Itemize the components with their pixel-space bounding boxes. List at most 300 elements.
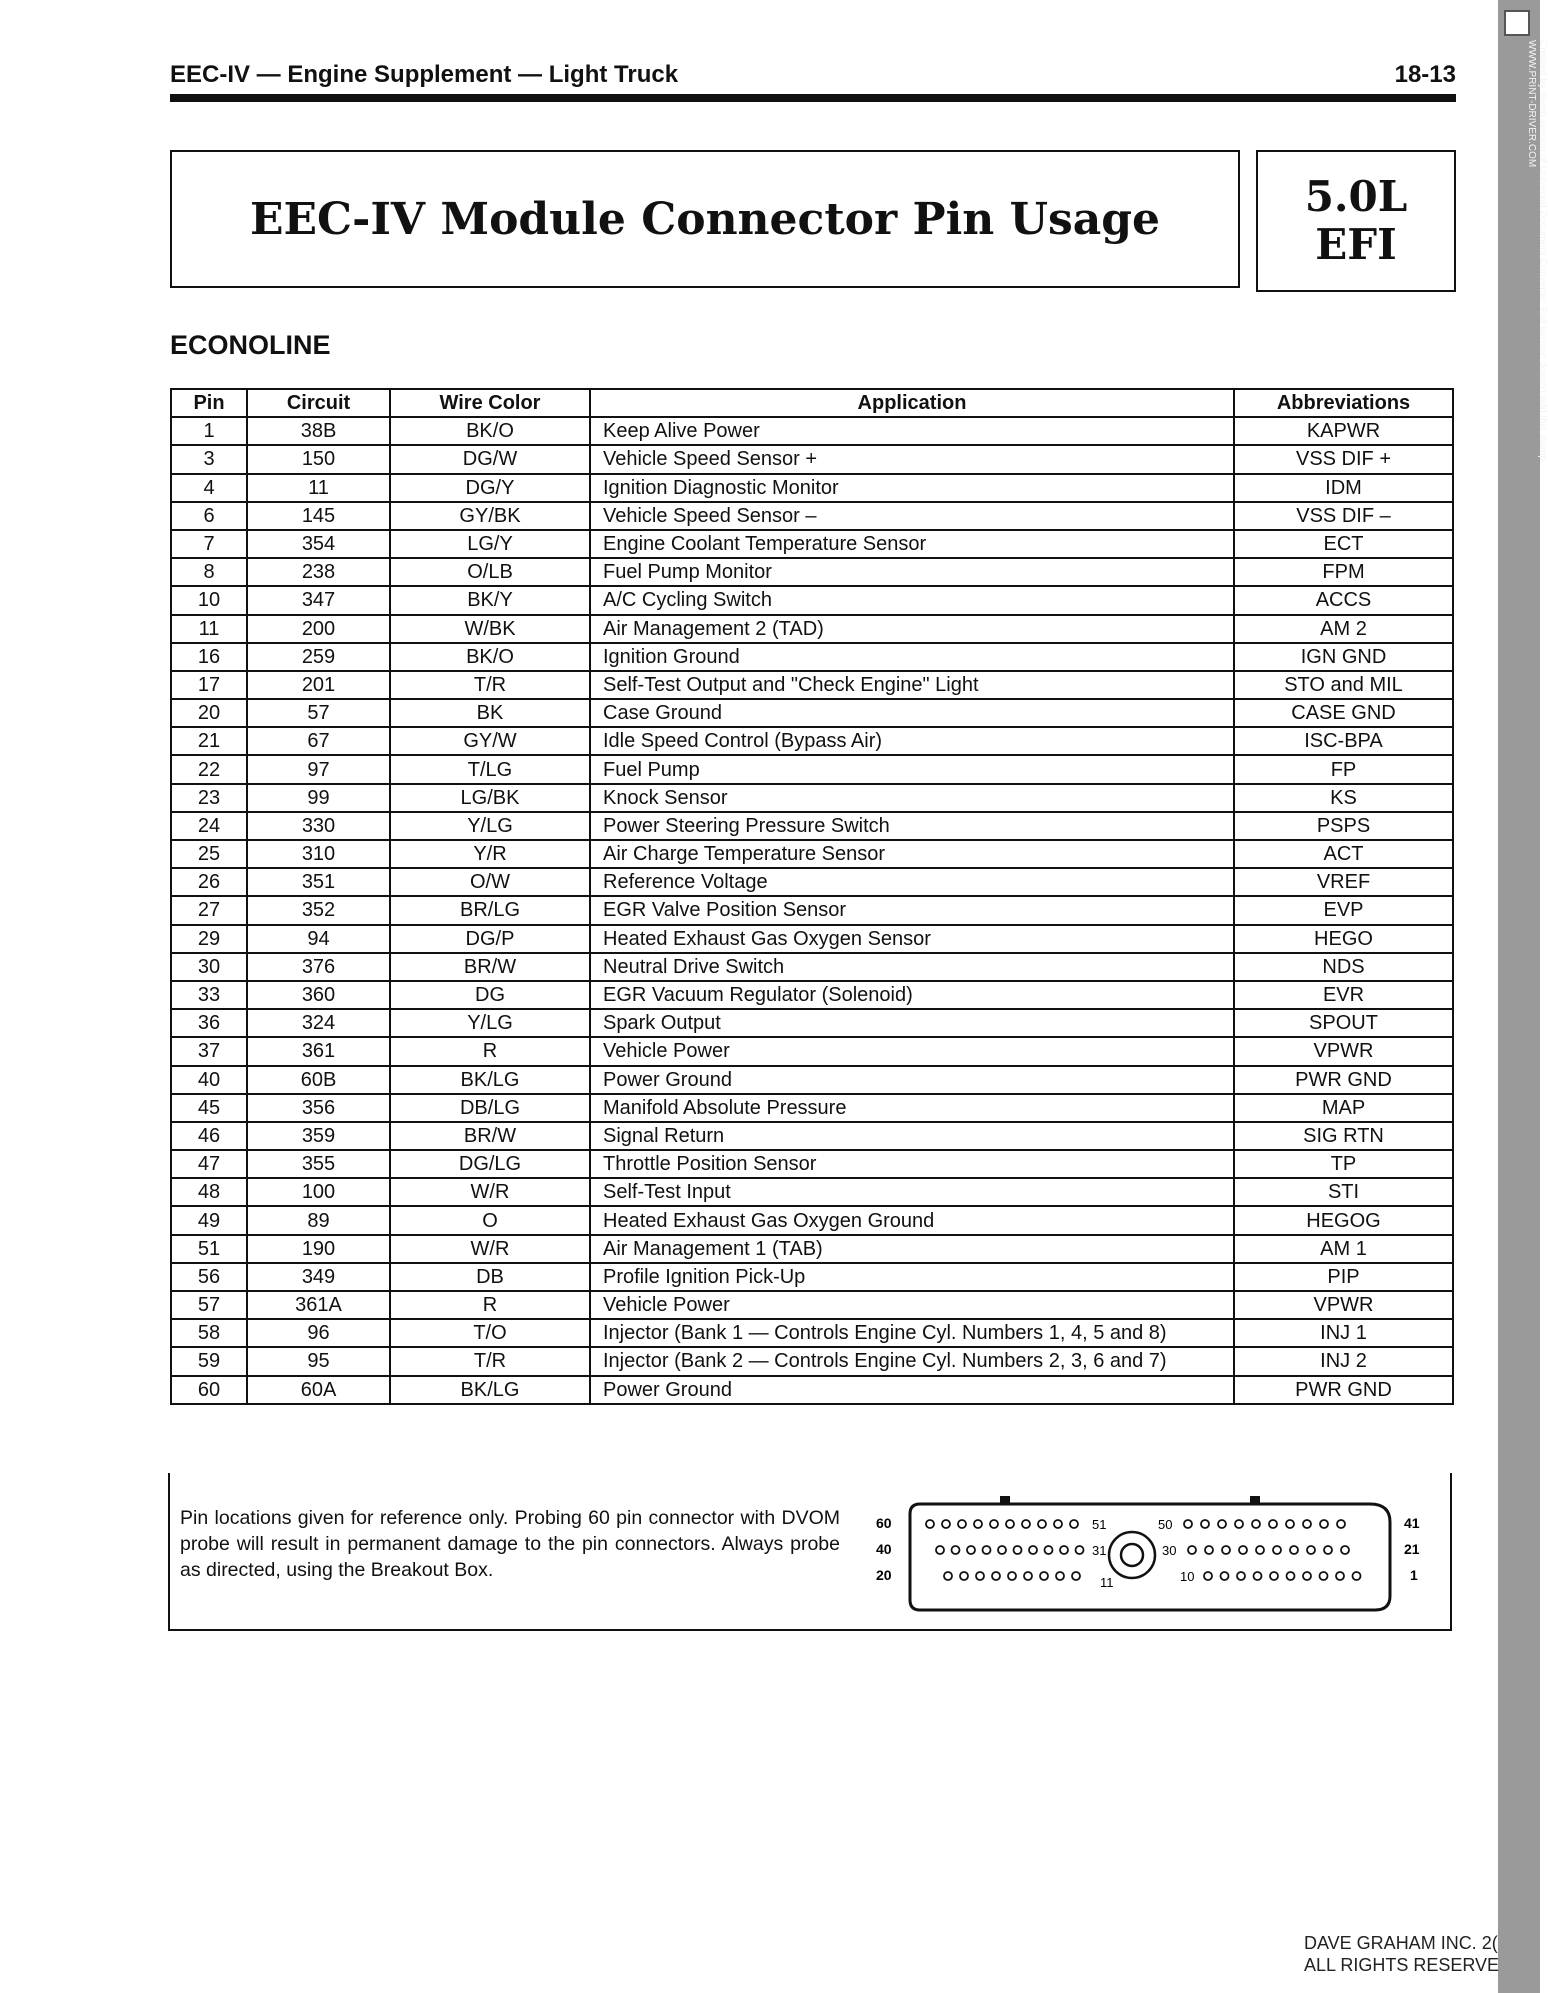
connector-diagram	[870, 1492, 1430, 1622]
table-row	[171, 1291, 1453, 1319]
cell-abbreviation: ACT	[1234, 840, 1453, 868]
header-rule	[170, 94, 1456, 102]
cell-wire-color: W/BK	[390, 615, 590, 643]
connector-label-20: 20	[876, 1567, 892, 1583]
table-row	[171, 1094, 1453, 1122]
cell-application: Manifold Absolute Pressure	[590, 1094, 1234, 1122]
col-header-circuit: Circuit	[247, 389, 390, 417]
cell-circuit: 355	[247, 1150, 390, 1178]
col-header-abbreviations: Abbreviations	[1234, 389, 1453, 417]
cell-abbreviation: VREF	[1234, 868, 1453, 896]
cell-circuit: 310	[247, 840, 390, 868]
cell-application: Knock Sensor	[590, 784, 1234, 812]
connector-pin	[1056, 1572, 1064, 1580]
connector-pin	[974, 1520, 982, 1528]
cell-abbreviation: FPM	[1234, 558, 1453, 586]
cell-pin: 16	[171, 643, 247, 671]
cell-circuit: 200	[247, 615, 390, 643]
cell-pin: 25	[171, 840, 247, 868]
table-row	[171, 925, 1453, 953]
cell-pin: 30	[171, 953, 247, 981]
cell-wire-color: O/LB	[390, 558, 590, 586]
table-row	[171, 755, 1453, 783]
connector-pin	[1320, 1572, 1328, 1580]
table-row	[171, 812, 1453, 840]
connector-pin	[1076, 1546, 1084, 1554]
connector-pin	[998, 1546, 1006, 1554]
cell-circuit: 145	[247, 502, 390, 530]
cell-abbreviation: PSPS	[1234, 812, 1453, 840]
col-header-application: Application	[590, 389, 1234, 417]
cell-application: EGR Valve Position Sensor	[590, 896, 1234, 924]
cell-abbreviation: VSS DIF –	[1234, 502, 1453, 530]
warning-note: Pin locations given for reference only. Probing 60 pin connector with DVOM probe will result in permanent damage to the pin connectors. Always probe as directed, using the Breakout Box.	[180, 1507, 840, 1581]
table-row	[171, 1009, 1453, 1037]
cell-pin: 60	[171, 1376, 247, 1404]
cell-application: Neutral Drive Switch	[590, 953, 1234, 981]
cell-application: Profile Ignition Pick-Up	[590, 1263, 1234, 1291]
table-row	[171, 1235, 1453, 1263]
cell-abbreviation: PIP	[1234, 1263, 1453, 1291]
table-row	[171, 1150, 1453, 1178]
cell-wire-color: T/LG	[390, 755, 590, 783]
connector-pin	[958, 1520, 966, 1528]
cell-abbreviation: FP	[1234, 755, 1453, 783]
cell-application: Injector (Bank 1 — Controls Engine Cyl. Numbers 1, 4, 5 and 8)	[590, 1319, 1234, 1347]
cell-application: Power Ground	[590, 1066, 1234, 1094]
cell-pin: 58	[171, 1319, 247, 1347]
cell-pin: 29	[171, 925, 247, 953]
connector-pin	[1014, 1546, 1022, 1554]
cell-pin: 27	[171, 896, 247, 924]
connector-pin	[1320, 1520, 1328, 1528]
table-row	[171, 615, 1453, 643]
connector-pin	[1256, 1546, 1264, 1554]
cell-wire-color: O	[390, 1206, 590, 1234]
connector-pin	[1218, 1520, 1226, 1528]
cell-pin: 11	[171, 615, 247, 643]
cell-circuit: 99	[247, 784, 390, 812]
table-header-row	[171, 389, 1453, 417]
cell-abbreviation: MAP	[1234, 1094, 1453, 1122]
table-row	[171, 1347, 1453, 1375]
cell-wire-color: T/O	[390, 1319, 590, 1347]
cell-application: Signal Return	[590, 1122, 1234, 1150]
cell-pin: 21	[171, 727, 247, 755]
cell-pin: 6	[171, 502, 247, 530]
connector-pin	[976, 1572, 984, 1580]
table-row	[171, 840, 1453, 868]
cell-wire-color: LG/Y	[390, 530, 590, 558]
table-row	[171, 953, 1453, 981]
document-icon	[1504, 10, 1530, 36]
cell-pin: 7	[171, 530, 247, 558]
cell-circuit: 347	[247, 586, 390, 614]
cell-wire-color: W/R	[390, 1178, 590, 1206]
cell-wire-color: Y/LG	[390, 812, 590, 840]
connector-pin	[1252, 1520, 1260, 1528]
connector-pin	[1324, 1546, 1332, 1554]
copyright-footer	[1304, 1932, 1499, 1976]
cell-pin: 20	[171, 699, 247, 727]
cell-wire-color: BK/O	[390, 643, 590, 671]
connector-label-1: 1	[1410, 1567, 1418, 1583]
engine-size: 5.0L	[1304, 172, 1408, 221]
connector-pin	[990, 1520, 998, 1528]
connector-label-31: 31	[1092, 1543, 1107, 1558]
cell-pin: 33	[171, 981, 247, 1009]
cell-pin: 17	[171, 671, 247, 699]
table-row	[171, 1376, 1453, 1404]
cell-pin: 59	[171, 1347, 247, 1375]
connector-pin	[967, 1546, 975, 1554]
table-row	[171, 981, 1453, 1009]
cell-abbreviation: KAPWR	[1234, 417, 1453, 445]
cell-pin: 36	[171, 1009, 247, 1037]
cell-circuit: 330	[247, 812, 390, 840]
cell-pin: 57	[171, 1291, 247, 1319]
cell-circuit: 201	[247, 671, 390, 699]
cell-pin: 48	[171, 1178, 247, 1206]
cell-wire-color: DG/P	[390, 925, 590, 953]
cell-abbreviation: SPOUT	[1234, 1009, 1453, 1037]
table-row	[171, 1066, 1453, 1094]
cell-circuit: 67	[247, 727, 390, 755]
table-row	[171, 727, 1453, 755]
cell-pin: 49	[171, 1206, 247, 1234]
table-row	[171, 445, 1453, 473]
connector-pin	[1303, 1520, 1311, 1528]
cell-abbreviation: IDM	[1234, 474, 1453, 502]
cell-application: Spark Output	[590, 1009, 1234, 1037]
connector-pin	[1237, 1572, 1245, 1580]
cell-circuit: 351	[247, 868, 390, 896]
cell-wire-color: Y/R	[390, 840, 590, 868]
connector-pin	[942, 1520, 950, 1528]
section-label: ECONOLINE	[170, 330, 331, 360]
cell-pin: 22	[171, 755, 247, 783]
cell-pin: 47	[171, 1150, 247, 1178]
cell-application: Air Management 2 (TAD)	[590, 615, 1234, 643]
cell-abbreviation: VSS DIF +	[1234, 445, 1453, 473]
cell-wire-color: GY/BK	[390, 502, 590, 530]
cell-wire-color: GY/W	[390, 727, 590, 755]
connector-pin	[1008, 1572, 1016, 1580]
table-row	[171, 1122, 1453, 1150]
cell-wire-color: BK/O	[390, 417, 590, 445]
cell-application: Power Ground	[590, 1376, 1234, 1404]
connector-pin	[1038, 1520, 1046, 1528]
col-header-wire-color: Wire Color	[390, 389, 590, 417]
cell-circuit: 190	[247, 1235, 390, 1263]
cell-pin: 8	[171, 558, 247, 586]
connector-pin	[1205, 1546, 1213, 1554]
cell-abbreviation: AM 2	[1234, 615, 1453, 643]
cell-wire-color: BR/W	[390, 953, 590, 981]
cell-application: Vehicle Speed Sensor –	[590, 502, 1234, 530]
cell-abbreviation: PWR GND	[1234, 1376, 1453, 1404]
cell-application: Idle Speed Control (Bypass Air)	[590, 727, 1234, 755]
cell-circuit: 376	[247, 953, 390, 981]
cell-wire-color: T/R	[390, 671, 590, 699]
connector-pin	[1040, 1572, 1048, 1580]
cell-circuit: 361	[247, 1037, 390, 1065]
table-row	[171, 896, 1453, 924]
cell-circuit: 238	[247, 558, 390, 586]
cell-abbreviation: HEGO	[1234, 925, 1453, 953]
connector-pin	[1221, 1572, 1229, 1580]
connector-key-right	[1250, 1496, 1260, 1504]
cell-circuit: 352	[247, 896, 390, 924]
cell-application: Reference Voltage	[590, 868, 1234, 896]
cell-circuit: 94	[247, 925, 390, 953]
page-header	[170, 58, 1456, 92]
cell-circuit: 96	[247, 1319, 390, 1347]
cell-pin: 1	[171, 417, 247, 445]
cell-application: Self-Test Input	[590, 1178, 1234, 1206]
cell-application: A/C Cycling Switch	[590, 586, 1234, 614]
cell-application: Engine Coolant Temperature Sensor	[590, 530, 1234, 558]
connector-pin	[1024, 1572, 1032, 1580]
cell-application: Case Ground	[590, 699, 1234, 727]
cell-abbreviation: ISC-BPA	[1234, 727, 1453, 755]
connector-pin	[1054, 1520, 1062, 1528]
cell-abbreviation: ACCS	[1234, 586, 1453, 614]
cell-circuit: 60A	[247, 1376, 390, 1404]
table-row	[171, 699, 1453, 727]
connector-pin	[1353, 1572, 1361, 1580]
connector-label-51: 51	[1092, 1517, 1107, 1532]
cell-application: Ignition Ground	[590, 643, 1234, 671]
cell-application: Air Charge Temperature Sensor	[590, 840, 1234, 868]
cell-wire-color: DG	[390, 981, 590, 1009]
cell-application: Ignition Diagnostic Monitor	[590, 474, 1234, 502]
cell-abbreviation: KS	[1234, 784, 1453, 812]
cell-pin: 56	[171, 1263, 247, 1291]
cell-pin: 3	[171, 445, 247, 473]
connector-label-30: 30	[1162, 1543, 1177, 1558]
cell-pin: 46	[171, 1122, 247, 1150]
cell-wire-color: W/R	[390, 1235, 590, 1263]
cell-pin: 24	[171, 812, 247, 840]
cell-wire-color: BK/LG	[390, 1376, 590, 1404]
table-row	[171, 1263, 1453, 1291]
cell-application: Throttle Position Sensor	[590, 1150, 1234, 1178]
cell-abbreviation: SIG RTN	[1234, 1122, 1453, 1150]
cell-wire-color: DB/LG	[390, 1094, 590, 1122]
cell-abbreviation: TP	[1234, 1150, 1453, 1178]
cell-wire-color: LG/BK	[390, 784, 590, 812]
connector-pin	[1204, 1572, 1212, 1580]
cell-circuit: 359	[247, 1122, 390, 1150]
cell-circuit: 11	[247, 474, 390, 502]
cell-pin: 51	[171, 1235, 247, 1263]
connector-label-60: 60	[876, 1515, 892, 1531]
connector-pin	[1254, 1572, 1262, 1580]
table-row	[171, 558, 1453, 586]
table-row	[171, 784, 1453, 812]
cell-application: Vehicle Speed Sensor +	[590, 445, 1234, 473]
cell-application: Vehicle Power	[590, 1037, 1234, 1065]
cell-circuit: 354	[247, 530, 390, 558]
connector-pin	[1235, 1520, 1243, 1528]
table-row	[171, 1206, 1453, 1234]
table-row	[171, 502, 1453, 530]
header-title: EEC-IV — Engine Supplement — Light Truck	[170, 61, 679, 88]
cell-application: Injector (Bank 2 — Controls Engine Cyl. Numbers 2, 3, 6 and 7)	[590, 1347, 1234, 1375]
cell-wire-color: BR/W	[390, 1122, 590, 1150]
table-row	[171, 671, 1453, 699]
connector-pin	[1307, 1546, 1315, 1554]
connector-pin	[1184, 1520, 1192, 1528]
cell-wire-color: DG/LG	[390, 1150, 590, 1178]
table-body	[171, 417, 1453, 1404]
table-row	[171, 868, 1453, 896]
cell-wire-color: BK/Y	[390, 586, 590, 614]
cell-circuit: 95	[247, 1347, 390, 1375]
col-header-pin: Pin	[171, 389, 247, 417]
connector-pin	[992, 1572, 1000, 1580]
connector-pin	[1188, 1546, 1196, 1554]
cell-abbreviation: AM 1	[1234, 1235, 1453, 1263]
cell-circuit: 100	[247, 1178, 390, 1206]
cell-pin: 10	[171, 586, 247, 614]
engine-type: EFI	[1315, 220, 1397, 269]
table-row	[171, 530, 1453, 558]
cell-circuit: 150	[247, 445, 390, 473]
connector-pin	[1270, 1572, 1278, 1580]
connector-pin	[1341, 1546, 1349, 1554]
connector-center-ring	[1109, 1532, 1155, 1578]
cell-application: Vehicle Power	[590, 1291, 1234, 1319]
connector-pin	[936, 1546, 944, 1554]
cell-circuit: 360	[247, 981, 390, 1009]
cell-wire-color: BR/LG	[390, 896, 590, 924]
pin-usage-table	[170, 388, 1454, 1405]
connector-pin	[983, 1546, 991, 1554]
cell-circuit: 97	[247, 755, 390, 783]
cell-circuit: 259	[247, 643, 390, 671]
cell-pin: 37	[171, 1037, 247, 1065]
watermark-text: Created by demo version of Universal Document Converter. Full version doesn't add this stamp. WWW.PRINT-DRIVER.COM	[1526, 40, 1548, 464]
connector-pin	[960, 1572, 968, 1580]
connector-pin	[1029, 1546, 1037, 1554]
footer-line-1: DAVE GRAHAM INC. 2(	[1304, 1933, 1498, 1953]
connector-pin	[944, 1572, 952, 1580]
cell-wire-color: BK/LG	[390, 1066, 590, 1094]
cell-abbreviation: INJ 2	[1234, 1347, 1453, 1375]
cell-wire-color: Y/LG	[390, 1009, 590, 1037]
connector-label-10: 10	[1180, 1569, 1195, 1584]
cell-abbreviation: HEGOG	[1234, 1206, 1453, 1234]
cell-abbreviation: STO and MIL	[1234, 671, 1453, 699]
cell-pin: 4	[171, 474, 247, 502]
cell-abbreviation: EVR	[1234, 981, 1453, 1009]
connector-label-41: 41	[1404, 1515, 1420, 1531]
cell-pin: 23	[171, 784, 247, 812]
cell-circuit: 361A	[247, 1291, 390, 1319]
cell-wire-color: R	[390, 1291, 590, 1319]
page-number: 18-13	[1394, 61, 1456, 88]
connector-label-40: 40	[876, 1541, 892, 1557]
connector-label-11: 11	[1100, 1575, 1114, 1590]
connector-pin	[926, 1520, 934, 1528]
connector-pin	[1045, 1546, 1053, 1554]
connector-label-50: 50	[1158, 1517, 1173, 1532]
footer-line-2: ALL RIGHTS RESERVE	[1304, 1955, 1500, 1975]
cell-circuit: 38B	[247, 417, 390, 445]
cell-application: Fuel Pump Monitor	[590, 558, 1234, 586]
cell-wire-color: DG/Y	[390, 474, 590, 502]
cell-wire-color: BK	[390, 699, 590, 727]
connector-pin	[1072, 1572, 1080, 1580]
cell-application: Heated Exhaust Gas Oxygen Ground	[590, 1206, 1234, 1234]
engine-box	[1256, 150, 1456, 292]
table-row	[171, 643, 1453, 671]
cell-abbreviation: CASE GND	[1234, 699, 1453, 727]
cell-abbreviation: NDS	[1234, 953, 1453, 981]
cell-application: Air Management 1 (TAB)	[590, 1235, 1234, 1263]
connector-pin	[1303, 1572, 1311, 1580]
connector-pin	[1222, 1546, 1230, 1554]
cell-wire-color: T/R	[390, 1347, 590, 1375]
cell-circuit: 57	[247, 699, 390, 727]
cell-abbreviation: IGN GND	[1234, 643, 1453, 671]
cell-abbreviation: VPWR	[1234, 1037, 1453, 1065]
connector-pin	[1070, 1520, 1078, 1528]
cell-application: Self-Test Output and "Check Engine" Light	[590, 671, 1234, 699]
cell-circuit: 60B	[247, 1066, 390, 1094]
cell-circuit: 89	[247, 1206, 390, 1234]
cell-wire-color: DB	[390, 1263, 590, 1291]
connector-key-left	[1000, 1496, 1010, 1504]
cell-pin: 26	[171, 868, 247, 896]
cell-abbreviation: PWR GND	[1234, 1066, 1453, 1094]
connector-pin	[1273, 1546, 1281, 1554]
cell-abbreviation: STI	[1234, 1178, 1453, 1206]
cell-abbreviation: ECT	[1234, 530, 1453, 558]
cell-wire-color: R	[390, 1037, 590, 1065]
cell-pin: 40	[171, 1066, 247, 1094]
page-title: EEC-IV Module Connector Pin Usage	[170, 150, 1240, 288]
connector-pin	[1290, 1546, 1298, 1554]
table-row	[171, 417, 1453, 445]
table-row	[171, 586, 1453, 614]
table-row	[171, 1178, 1453, 1206]
connector-pin	[1022, 1520, 1030, 1528]
connector-pin	[1286, 1520, 1294, 1528]
connector-pin	[1239, 1546, 1247, 1554]
cell-circuit: 349	[247, 1263, 390, 1291]
cell-abbreviation: INJ 1	[1234, 1319, 1453, 1347]
connector-pin	[1287, 1572, 1295, 1580]
cell-application: Heated Exhaust Gas Oxygen Sensor	[590, 925, 1234, 953]
cell-application: EGR Vacuum Regulator (Solenoid)	[590, 981, 1234, 1009]
cell-circuit: 356	[247, 1094, 390, 1122]
cell-application: Fuel Pump	[590, 755, 1234, 783]
cell-wire-color: DG/W	[390, 445, 590, 473]
table-row	[171, 1037, 1453, 1065]
cell-pin: 45	[171, 1094, 247, 1122]
connector-pin	[1006, 1520, 1014, 1528]
connector-pin	[1337, 1520, 1345, 1528]
connector-pin	[1269, 1520, 1277, 1528]
table-row	[171, 1319, 1453, 1347]
connector-pin	[1060, 1546, 1068, 1554]
cell-application: Keep Alive Power	[590, 417, 1234, 445]
cell-abbreviation: EVP	[1234, 896, 1453, 924]
connector-pin	[952, 1546, 960, 1554]
